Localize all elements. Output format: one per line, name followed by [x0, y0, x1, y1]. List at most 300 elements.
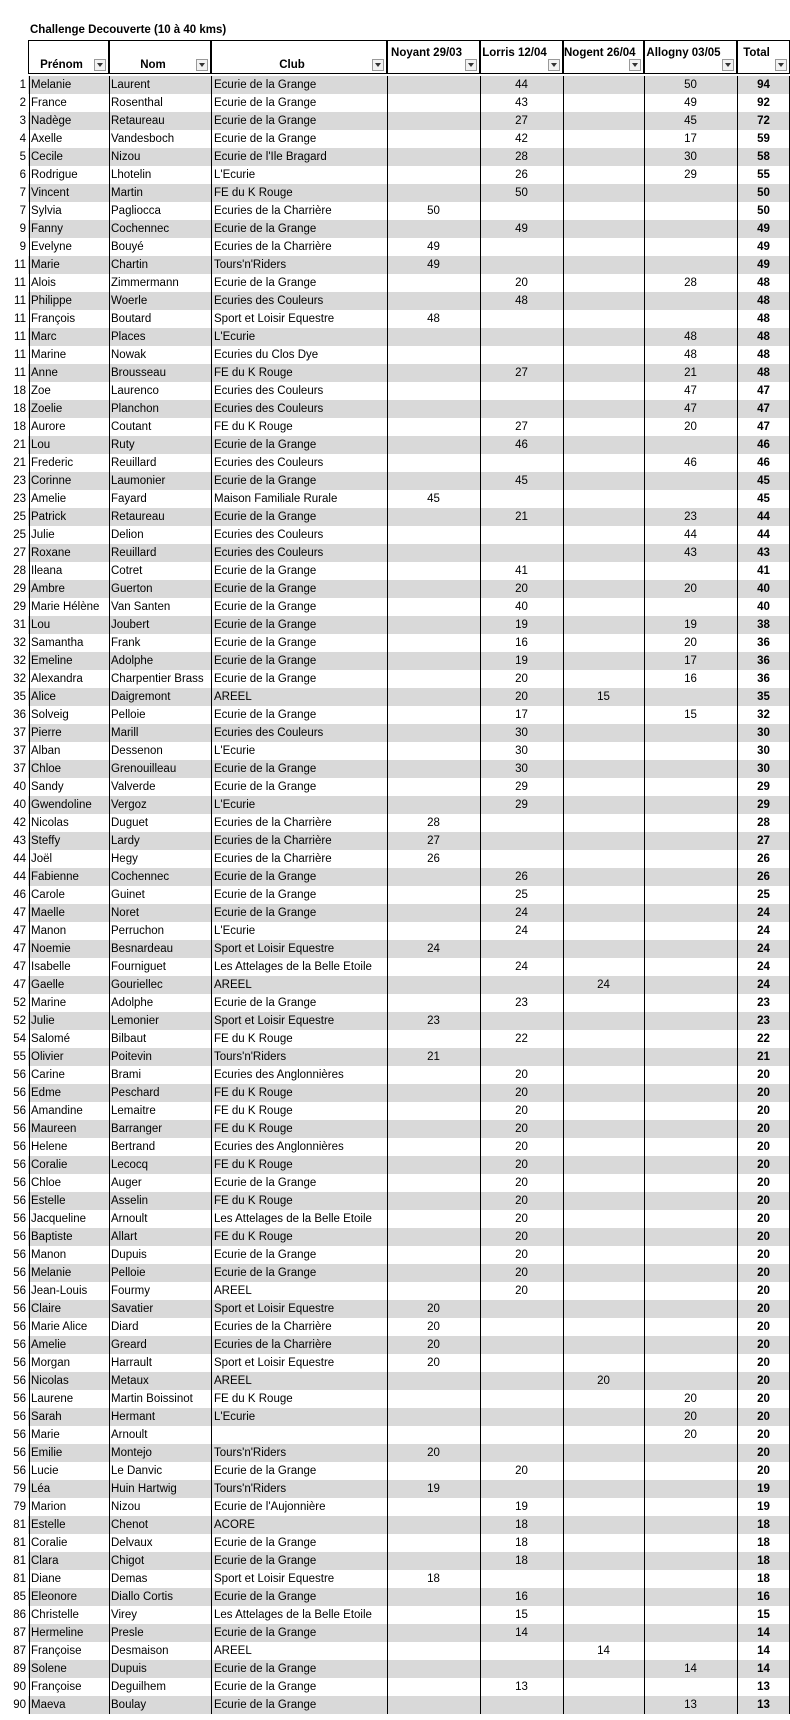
allogny-cell[interactable] — [644, 1084, 736, 1102]
allogny-cell[interactable] — [644, 976, 736, 994]
nom-cell[interactable]: Peschard — [109, 1084, 210, 1102]
allogny-cell[interactable] — [644, 742, 736, 760]
noyant-cell[interactable] — [387, 976, 479, 994]
nom-cell[interactable]: Diallo Cortis — [109, 1588, 210, 1606]
club-cell[interactable]: Ecuries des Couleurs — [211, 400, 386, 418]
nom-cell[interactable]: Martin Boissinot — [109, 1390, 210, 1408]
noyant-cell[interactable] — [387, 760, 479, 778]
prenom-cell[interactable]: Chloe — [29, 760, 108, 778]
prenom-cell[interactable]: Nicolas — [29, 814, 108, 832]
noyant-cell[interactable] — [387, 1030, 479, 1048]
club-cell[interactable]: AREEL — [211, 1372, 386, 1390]
rank-cell[interactable]: 11 — [14, 277, 26, 289]
allogny-cell[interactable]: 20 — [644, 418, 736, 436]
nogent-cell[interactable] — [563, 490, 643, 508]
lorris-cell[interactable]: 19 — [480, 616, 562, 634]
nom-cell[interactable]: Guerton — [109, 580, 210, 598]
lorris-cell[interactable] — [480, 1390, 562, 1408]
lorris-cell[interactable]: 25 — [480, 886, 562, 904]
nogent-cell[interactable] — [563, 1516, 643, 1534]
club-cell[interactable]: Sport et Loisir Equestre — [211, 1300, 386, 1318]
rank-cell[interactable]: 6 — [19, 169, 26, 181]
nom-cell[interactable]: Arnoult — [109, 1210, 210, 1228]
nogent-cell[interactable] — [563, 706, 643, 724]
noyant-cell[interactable] — [387, 1264, 479, 1282]
club-cell[interactable]: Ecuries des Couleurs — [211, 724, 386, 742]
nom-cell[interactable]: Reuillard — [109, 544, 210, 562]
allogny-cell[interactable] — [644, 1264, 736, 1282]
nogent-cell[interactable] — [563, 454, 643, 472]
club-cell[interactable]: Tours'n'Riders — [211, 1444, 386, 1462]
nom-cell[interactable]: Harrault — [109, 1354, 210, 1372]
noyant-cell[interactable]: 21 — [387, 1048, 479, 1066]
total-cell[interactable]: 47 — [737, 400, 790, 418]
prenom-cell[interactable]: Lou — [29, 616, 108, 634]
allogny-cell[interactable] — [644, 1678, 736, 1696]
rank-cell[interactable]: 56 — [13, 1321, 26, 1333]
header-nogent[interactable] — [563, 40, 644, 74]
rank-cell[interactable]: 90 — [13, 1699, 26, 1711]
rank-cell[interactable]: 79 — [13, 1501, 26, 1513]
lorris-cell[interactable]: 20 — [480, 670, 562, 688]
club-cell[interactable]: FE du K Rouge — [211, 1030, 386, 1048]
allogny-cell[interactable] — [644, 1606, 736, 1624]
noyant-cell[interactable]: 28 — [387, 814, 479, 832]
club-cell[interactable]: Ecuries des Anglonnières — [211, 1066, 386, 1084]
lorris-cell[interactable] — [480, 202, 562, 220]
nogent-cell[interactable] — [563, 508, 643, 526]
noyant-cell[interactable] — [387, 1246, 479, 1264]
total-cell[interactable]: 58 — [737, 148, 790, 166]
total-cell[interactable]: 27 — [737, 832, 790, 850]
prenom-cell[interactable]: Frederic — [29, 454, 108, 472]
club-cell[interactable]: Sport et Loisir Equestre — [211, 1012, 386, 1030]
club-cell[interactable]: Ecurie de la Grange — [211, 634, 386, 652]
lorris-cell[interactable] — [480, 490, 562, 508]
nom-cell[interactable]: Cotret — [109, 562, 210, 580]
allogny-cell[interactable] — [644, 1534, 736, 1552]
club-cell[interactable]: Ecuries des Couleurs — [211, 454, 386, 472]
lorris-cell[interactable]: 15 — [480, 1606, 562, 1624]
total-cell[interactable]: 20 — [737, 1282, 790, 1300]
prenom-cell[interactable]: François — [29, 310, 108, 328]
nogent-cell[interactable] — [563, 1678, 643, 1696]
allogny-cell[interactable] — [644, 886, 736, 904]
club-cell[interactable]: Les Attelages de la Belle Etoile — [211, 1210, 386, 1228]
rank-cell[interactable]: 90 — [13, 1681, 26, 1693]
nogent-cell[interactable] — [563, 724, 643, 742]
club-cell[interactable]: Sport et Loisir Equestre — [211, 310, 386, 328]
noyant-cell[interactable]: 50 — [387, 202, 479, 220]
total-cell[interactable]: 18 — [737, 1570, 790, 1588]
allogny-cell[interactable]: 13 — [644, 1696, 736, 1714]
allogny-cell[interactable] — [644, 958, 736, 976]
rank-cell[interactable]: 35 — [13, 691, 26, 703]
total-cell[interactable]: 45 — [737, 472, 790, 490]
club-cell[interactable]: Ecuries de la Charrière — [211, 202, 386, 220]
nogent-cell[interactable] — [563, 1336, 643, 1354]
lorris-cell[interactable] — [480, 976, 562, 994]
prenom-cell[interactable]: Marie Alice — [29, 1318, 108, 1336]
total-cell[interactable]: 30 — [737, 760, 790, 778]
nom-cell[interactable]: Gouriellec — [109, 976, 210, 994]
lorris-cell[interactable]: 20 — [480, 1462, 562, 1480]
total-cell[interactable]: 29 — [737, 796, 790, 814]
total-cell[interactable]: 20 — [737, 1318, 790, 1336]
nom-cell[interactable]: Chenot — [109, 1516, 210, 1534]
total-cell[interactable]: 30 — [737, 742, 790, 760]
allogny-cell[interactable] — [644, 1120, 736, 1138]
nogent-cell[interactable] — [563, 958, 643, 976]
rank-cell[interactable]: 4 — [19, 133, 26, 145]
allogny-cell[interactable]: 29 — [644, 166, 736, 184]
nom-cell[interactable]: Reuillard — [109, 454, 210, 472]
prenom-cell[interactable]: Maureen — [29, 1120, 108, 1138]
nom-cell[interactable]: Arnoult — [109, 1426, 210, 1444]
allogny-cell[interactable]: 16 — [644, 670, 736, 688]
allogny-cell[interactable] — [644, 490, 736, 508]
prenom-cell[interactable]: Jean-Louis — [29, 1282, 108, 1300]
nogent-cell[interactable] — [563, 184, 643, 202]
nom-cell[interactable]: Dupuis — [109, 1660, 210, 1678]
noyant-cell[interactable] — [387, 166, 479, 184]
prenom-cell[interactable]: Eleonore — [29, 1588, 108, 1606]
nom-cell[interactable]: Diard — [109, 1318, 210, 1336]
club-cell[interactable]: Ecurie de la Grange — [211, 274, 386, 292]
total-cell[interactable]: 13 — [737, 1678, 790, 1696]
noyant-cell[interactable] — [387, 778, 479, 796]
rank-cell[interactable]: 81 — [13, 1573, 26, 1585]
noyant-cell[interactable] — [387, 292, 479, 310]
allogny-cell[interactable]: 17 — [644, 652, 736, 670]
rank-cell[interactable]: 25 — [13, 511, 26, 523]
club-cell[interactable]: Ecuries des Couleurs — [211, 382, 386, 400]
nogent-cell[interactable] — [563, 670, 643, 688]
total-cell[interactable]: 21 — [737, 1048, 790, 1066]
total-cell[interactable]: 40 — [737, 580, 790, 598]
rank-cell[interactable]: 36 — [13, 709, 26, 721]
prenom-cell[interactable]: Diane — [29, 1570, 108, 1588]
lorris-cell[interactable]: 29 — [480, 796, 562, 814]
total-cell[interactable]: 20 — [737, 1246, 790, 1264]
total-cell[interactable]: 40 — [737, 598, 790, 616]
noyant-cell[interactable] — [387, 400, 479, 418]
allogny-cell[interactable] — [644, 994, 736, 1012]
prenom-cell[interactable]: Jacqueline — [29, 1210, 108, 1228]
nom-cell[interactable]: Planchon — [109, 400, 210, 418]
nogent-cell[interactable] — [563, 1408, 643, 1426]
prenom-cell[interactable]: Alois — [29, 274, 108, 292]
nogent-cell[interactable] — [563, 940, 643, 958]
club-cell[interactable]: Ecuries des Couleurs — [211, 544, 386, 562]
nom-cell[interactable]: Adolphe — [109, 652, 210, 670]
club-cell[interactable]: Ecuries de la Charrière — [211, 238, 386, 256]
nom-cell[interactable]: Chigot — [109, 1552, 210, 1570]
nom-cell[interactable]: Lemonier — [109, 1012, 210, 1030]
rank-cell[interactable]: 29 — [13, 583, 26, 595]
total-cell[interactable]: 44 — [737, 526, 790, 544]
prenom-cell[interactable]: Salomé — [29, 1030, 108, 1048]
allogny-cell[interactable] — [644, 1210, 736, 1228]
noyant-cell[interactable]: 24 — [387, 940, 479, 958]
nogent-cell[interactable] — [563, 1480, 643, 1498]
noyant-cell[interactable] — [387, 1498, 479, 1516]
nogent-cell[interactable] — [563, 1390, 643, 1408]
prenom-cell[interactable]: Zoe — [29, 382, 108, 400]
total-cell[interactable]: 30 — [737, 724, 790, 742]
rank-cell[interactable]: 32 — [13, 673, 26, 685]
club-cell[interactable]: L'Ecurie — [211, 742, 386, 760]
total-cell[interactable]: 50 — [737, 202, 790, 220]
noyant-cell[interactable] — [387, 904, 479, 922]
allogny-cell[interactable] — [644, 1624, 736, 1642]
filter-dropdown-icon[interactable] — [465, 59, 477, 71]
nom-cell[interactable]: Ruty — [109, 436, 210, 454]
noyant-cell[interactable] — [387, 670, 479, 688]
prenom-cell[interactable]: Rodrigue — [29, 166, 108, 184]
allogny-cell[interactable] — [644, 1354, 736, 1372]
rank-cell[interactable]: 55 — [13, 1051, 26, 1063]
allogny-cell[interactable]: 20 — [644, 1408, 736, 1426]
total-cell[interactable]: 23 — [737, 1012, 790, 1030]
club-cell[interactable]: Ecurie de la Grange — [211, 994, 386, 1012]
allogny-cell[interactable] — [644, 814, 736, 832]
lorris-cell[interactable] — [480, 832, 562, 850]
allogny-cell[interactable] — [644, 1282, 736, 1300]
nom-cell[interactable]: Lemaitre — [109, 1102, 210, 1120]
noyant-cell[interactable] — [387, 1462, 479, 1480]
noyant-cell[interactable] — [387, 184, 479, 202]
prenom-cell[interactable]: Noemie — [29, 940, 108, 958]
lorris-cell[interactable]: 44 — [480, 76, 562, 94]
allogny-cell[interactable]: 49 — [644, 94, 736, 112]
allogny-cell[interactable] — [644, 202, 736, 220]
allogny-cell[interactable] — [644, 184, 736, 202]
club-cell[interactable]: L'Ecurie — [211, 328, 386, 346]
rank-cell[interactable]: 56 — [13, 1069, 26, 1081]
rank-cell[interactable]: 56 — [13, 1213, 26, 1225]
club-cell[interactable]: Ecuries des Couleurs — [211, 292, 386, 310]
total-cell[interactable]: 20 — [737, 1462, 790, 1480]
nom-cell[interactable]: Lardy — [109, 832, 210, 850]
total-cell[interactable]: 24 — [737, 958, 790, 976]
nom-cell[interactable]: Dessenon — [109, 742, 210, 760]
lorris-cell[interactable]: 20 — [480, 1084, 562, 1102]
nom-cell[interactable]: Woerle — [109, 292, 210, 310]
total-cell[interactable]: 28 — [737, 814, 790, 832]
allogny-cell[interactable] — [644, 1066, 736, 1084]
prenom-cell[interactable]: Chloe — [29, 1174, 108, 1192]
nogent-cell[interactable] — [563, 1624, 643, 1642]
nogent-cell[interactable] — [563, 814, 643, 832]
noyant-cell[interactable] — [387, 742, 479, 760]
nom-cell[interactable]: Huin Hartwig — [109, 1480, 210, 1498]
rank-cell[interactable]: 40 — [13, 799, 26, 811]
total-cell[interactable]: 24 — [737, 922, 790, 940]
prenom-cell[interactable]: Coralie — [29, 1534, 108, 1552]
prenom-cell[interactable]: Claire — [29, 1300, 108, 1318]
lorris-cell[interactable]: 50 — [480, 184, 562, 202]
allogny-cell[interactable] — [644, 1138, 736, 1156]
lorris-cell[interactable]: 26 — [480, 166, 562, 184]
nom-cell[interactable]: Nowak — [109, 346, 210, 364]
nogent-cell[interactable] — [563, 994, 643, 1012]
noyant-cell[interactable] — [387, 76, 479, 94]
allogny-cell[interactable] — [644, 688, 736, 706]
nogent-cell[interactable] — [563, 1066, 643, 1084]
rank-cell[interactable]: 87 — [13, 1645, 26, 1657]
nogent-cell[interactable] — [563, 1426, 643, 1444]
rank-cell[interactable]: 37 — [13, 745, 26, 757]
nom-cell[interactable]: Bilbaut — [109, 1030, 210, 1048]
prenom-cell[interactable]: Edme — [29, 1084, 108, 1102]
noyant-cell[interactable] — [387, 508, 479, 526]
prenom-cell[interactable]: Amandine — [29, 1102, 108, 1120]
noyant-cell[interactable] — [387, 1390, 479, 1408]
noyant-cell[interactable] — [387, 598, 479, 616]
total-cell[interactable]: 43 — [737, 544, 790, 562]
total-cell[interactable]: 14 — [737, 1642, 790, 1660]
allogny-cell[interactable] — [644, 1498, 736, 1516]
nogent-cell[interactable]: 15 — [563, 688, 643, 706]
rank-cell[interactable]: 56 — [13, 1429, 26, 1441]
prenom-cell[interactable]: Manon — [29, 1246, 108, 1264]
nom-cell[interactable]: Joubert — [109, 616, 210, 634]
total-cell[interactable]: 50 — [737, 184, 790, 202]
allogny-cell[interactable] — [644, 1192, 736, 1210]
lorris-cell[interactable]: 27 — [480, 364, 562, 382]
nogent-cell[interactable] — [563, 1462, 643, 1480]
nogent-cell[interactable] — [563, 400, 643, 418]
noyant-cell[interactable] — [387, 382, 479, 400]
allogny-cell[interactable]: 48 — [644, 346, 736, 364]
total-cell[interactable]: 16 — [737, 1588, 790, 1606]
lorris-cell[interactable] — [480, 454, 562, 472]
club-cell[interactable]: Ecurie de la Grange — [211, 1552, 386, 1570]
total-cell[interactable]: 72 — [737, 112, 790, 130]
rank-cell[interactable]: 56 — [13, 1375, 26, 1387]
allogny-cell[interactable]: 20 — [644, 1426, 736, 1444]
lorris-cell[interactable] — [480, 814, 562, 832]
club-cell[interactable]: Ecurie de la Grange — [211, 1534, 386, 1552]
allogny-cell[interactable] — [644, 1318, 736, 1336]
total-cell[interactable]: 36 — [737, 670, 790, 688]
rank-cell[interactable]: 56 — [13, 1357, 26, 1369]
lorris-cell[interactable]: 20 — [480, 1246, 562, 1264]
rank-cell[interactable]: 47 — [13, 925, 26, 937]
total-cell[interactable]: 14 — [737, 1660, 790, 1678]
total-cell[interactable]: 20 — [737, 1174, 790, 1192]
noyant-cell[interactable] — [387, 1534, 479, 1552]
club-cell[interactable]: Sport et Loisir Equestre — [211, 1570, 386, 1588]
nom-cell[interactable]: Besnardeau — [109, 940, 210, 958]
club-cell[interactable]: AREEL — [211, 688, 386, 706]
total-cell[interactable]: 20 — [737, 1138, 790, 1156]
prenom-cell[interactable]: Baptiste — [29, 1228, 108, 1246]
noyant-cell[interactable] — [387, 1174, 479, 1192]
total-cell[interactable]: 59 — [737, 130, 790, 148]
noyant-cell[interactable] — [387, 922, 479, 940]
rank-cell[interactable]: 56 — [13, 1141, 26, 1153]
allogny-cell[interactable]: 20 — [644, 1390, 736, 1408]
allogny-cell[interactable] — [644, 1570, 736, 1588]
nogent-cell[interactable] — [563, 526, 643, 544]
noyant-cell[interactable] — [387, 886, 479, 904]
allogny-cell[interactable] — [644, 1048, 736, 1066]
prenom-cell[interactable]: Marie Hélène — [29, 598, 108, 616]
total-cell[interactable]: 18 — [737, 1516, 790, 1534]
nom-cell[interactable]: Boutard — [109, 310, 210, 328]
total-cell[interactable]: 20 — [737, 1426, 790, 1444]
rank-cell[interactable]: 18 — [13, 403, 26, 415]
club-cell[interactable]: AREEL — [211, 1642, 386, 1660]
total-cell[interactable]: 49 — [737, 238, 790, 256]
noyant-cell[interactable] — [387, 220, 479, 238]
nom-cell[interactable]: Marill — [109, 724, 210, 742]
total-cell[interactable]: 32 — [737, 706, 790, 724]
total-cell[interactable]: 36 — [737, 652, 790, 670]
noyant-cell[interactable] — [387, 454, 479, 472]
nom-cell[interactable]: Fourniguet — [109, 958, 210, 976]
nogent-cell[interactable] — [563, 1354, 643, 1372]
nogent-cell[interactable] — [563, 562, 643, 580]
rank-cell[interactable]: 23 — [13, 493, 26, 505]
nom-cell[interactable]: Van Santen — [109, 598, 210, 616]
allogny-cell[interactable] — [644, 1480, 736, 1498]
nogent-cell[interactable] — [563, 1192, 643, 1210]
nogent-cell[interactable] — [563, 166, 643, 184]
total-cell[interactable]: 20 — [737, 1120, 790, 1138]
nom-cell[interactable]: Savatier — [109, 1300, 210, 1318]
club-cell[interactable]: Tours'n'Riders — [211, 1480, 386, 1498]
lorris-cell[interactable] — [480, 400, 562, 418]
allogny-cell[interactable] — [644, 598, 736, 616]
total-cell[interactable]: 15 — [737, 1606, 790, 1624]
club-cell[interactable]: Ecurie de la Grange — [211, 580, 386, 598]
club-cell[interactable]: FE du K Rouge — [211, 184, 386, 202]
prenom-cell[interactable]: Pierre — [29, 724, 108, 742]
lorris-cell[interactable]: 20 — [480, 1156, 562, 1174]
noyant-cell[interactable] — [387, 130, 479, 148]
allogny-cell[interactable] — [644, 778, 736, 796]
rank-cell[interactable]: 1 — [19, 79, 26, 91]
total-cell[interactable]: 20 — [737, 1228, 790, 1246]
allogny-cell[interactable]: 50 — [644, 76, 736, 94]
lorris-cell[interactable]: 20 — [480, 1138, 562, 1156]
allogny-cell[interactable]: 47 — [644, 382, 736, 400]
prenom-cell[interactable]: Gwendoline — [29, 796, 108, 814]
filter-dropdown-icon[interactable] — [94, 59, 106, 71]
rank-cell[interactable]: 56 — [13, 1303, 26, 1315]
allogny-cell[interactable] — [644, 1102, 736, 1120]
club-cell[interactable]: Maison Familiale Rurale — [211, 490, 386, 508]
total-cell[interactable]: 19 — [737, 1498, 790, 1516]
club-cell[interactable]: Ecurie de la Grange — [211, 868, 386, 886]
nogent-cell[interactable] — [563, 94, 643, 112]
nogent-cell[interactable] — [563, 130, 643, 148]
total-cell[interactable]: 20 — [737, 1192, 790, 1210]
noyant-cell[interactable] — [387, 148, 479, 166]
lorris-cell[interactable] — [480, 346, 562, 364]
rank-cell[interactable]: 52 — [13, 1015, 26, 1027]
club-cell[interactable]: Ecurie de la Grange — [211, 112, 386, 130]
total-cell[interactable]: 20 — [737, 1408, 790, 1426]
lorris-cell[interactable]: 28 — [480, 148, 562, 166]
club-cell[interactable]: Ecurie de la Grange — [211, 436, 386, 454]
noyant-cell[interactable] — [387, 1660, 479, 1678]
nogent-cell[interactable] — [563, 1498, 643, 1516]
allogny-cell[interactable] — [644, 1156, 736, 1174]
